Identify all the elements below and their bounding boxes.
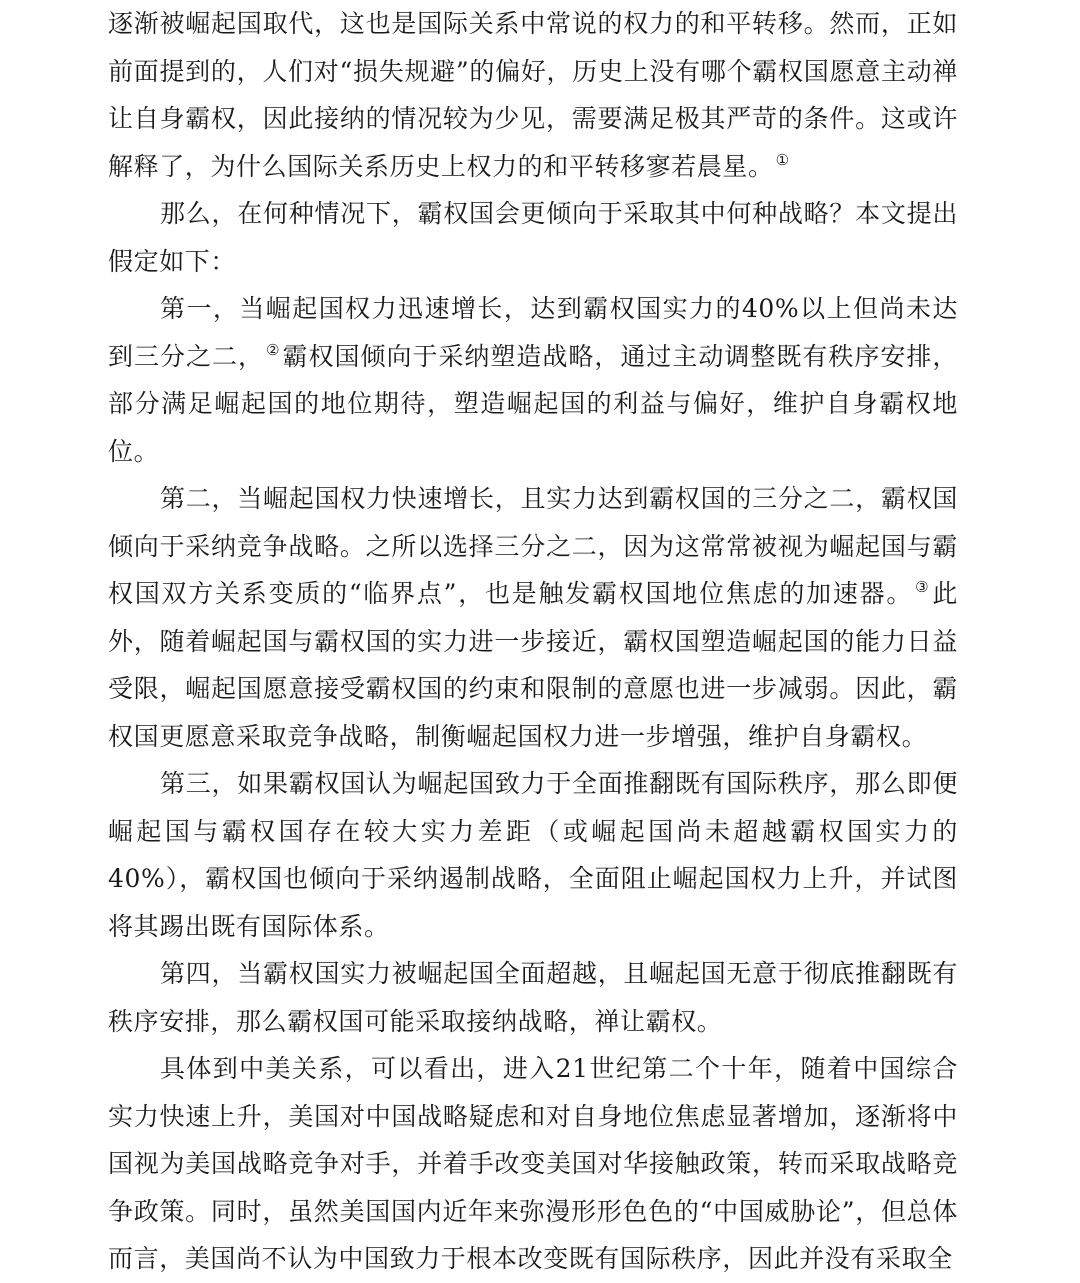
paragraph-text: 第三，如果霸权国认为崛起国致力于全面推翻既有国际秩序，那么即便崛起国与霸权国存在较大实力差距（或崛起国尚未超越霸权国实力的40%），霸权国也倾向于采纳遏制战略，全面阻止崛起国权力上升，并试图将其踢出既有国际体系。 (108, 769, 958, 941)
body-paragraph (108, 950, 958, 1045)
body-paragraph (108, 0, 958, 190)
body-paragraph (108, 475, 958, 760)
footnote-marker: ② (266, 340, 281, 359)
body-paragraph (108, 760, 958, 950)
paragraph-text: 第二，当崛起国权力快速增长，且实力达到霸权国的三分之二，霸权国倾向于采纳竞争战略。之所以选择三分之二，因为这常常被视为崛起国与霸权国双方关系变质的“临界点”，也是触发霸权国地位焦虑的加速器。 (108, 484, 958, 608)
body-paragraph (108, 1045, 958, 1283)
body-paragraph (108, 285, 958, 475)
paragraph-text: 此外，随着崛起国与霸权国的实力进一步接近，霸权国塑造崛起国的能力日益受限，崛起国愿意接受霸权国的约束和限制的意愿也进一步减弱。因此，霸权国更愿意采取竞争战略，制衡崛起国权力进一步增强，维护自身霸权。 (108, 579, 958, 751)
paragraph-text: 第一，当崛起国权力迅速增长，达到霸权国实力的40%以上但尚未达到三分之二， (108, 294, 958, 371)
footnote-marker: ③ (915, 578, 931, 596)
body-paragraph (108, 190, 958, 285)
paragraph-text: 霸权国倾向于采纳塑造战略，通过主动调整既有秩序安排，部分满足崛起国的地位期待，塑造崛起国的利益与偏好，维护自身霸权地位。 (108, 341, 958, 466)
document-page (108, 0, 958, 1283)
paragraph-text: 具体到中美关系，可以看出，进入21世纪第二个十年，随着中国综合实力快速上升，美国对中国战略疑虑和对自身地位焦虑显著增加，逐渐将中国视为美国战略竞争对手，并着手改变美国对华接触政策，转而采取战略竞争政策。同时，虽然美国国内近年来弥漫形形色色的“中国威胁论”，但总体而言，美国尚不认为中国致力于根本改变既有国际秩序，因此并没有采取全 (108, 1054, 958, 1273)
paragraph-text: 第四，当霸权国实力被崛起国全面超越，且崛起国无意于彻底推翻既有秩序安排，那么霸权国可能采取接纳战略，禅让霸权。 (108, 959, 958, 1036)
footnote-marker: ① (775, 150, 790, 169)
paragraph-text: 逐渐被崛起国取代，这也是国际关系中常说的权力的和平转移。然而，正如前面提到的，人们对“损失规避”的偏好，历史上没有哪个霸权国愿意主动禅让自身霸权，因此接纳的情况较为少见，需要满足极其严苛的条件。这或许解释了，为什么国际关系历史上权力的和平转移寥若晨星。 (108, 9, 958, 181)
paragraph-text: 那么，在何种情况下，霸权国会更倾向于采取其中何种战略？本文提出假定如下： (108, 199, 958, 276)
